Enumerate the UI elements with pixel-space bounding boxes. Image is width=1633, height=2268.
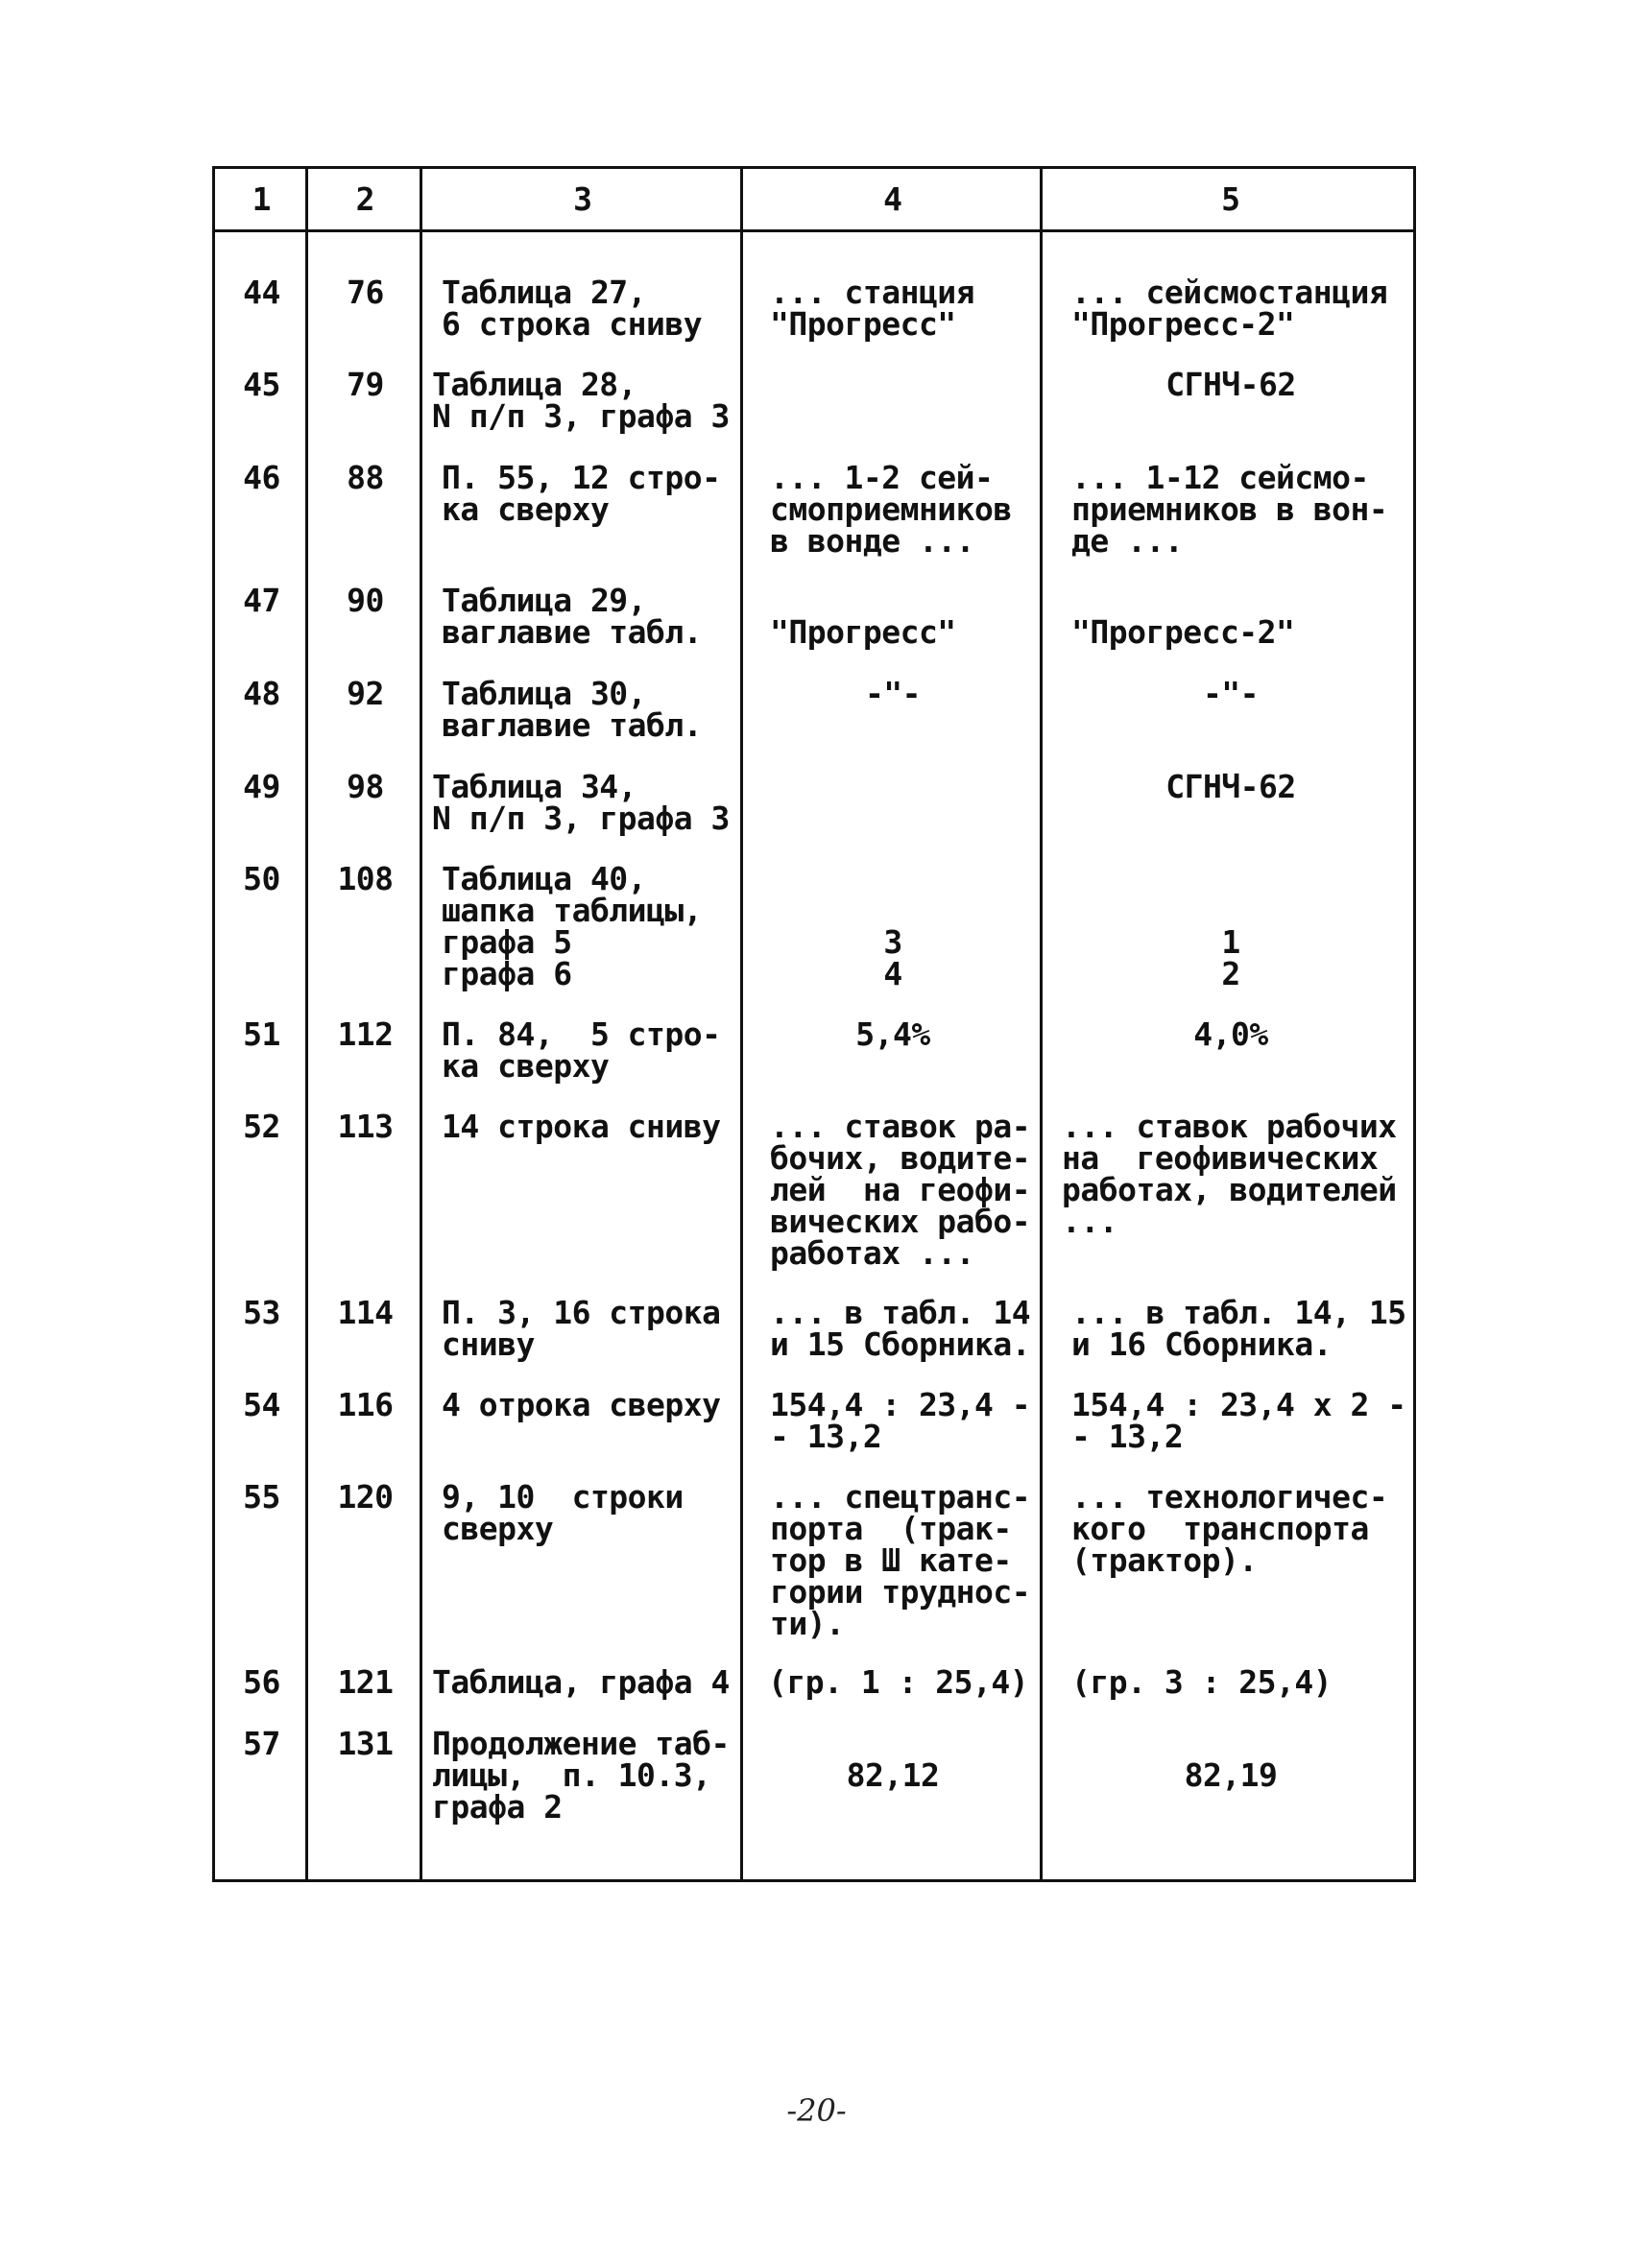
row-number: 57 xyxy=(243,1725,280,1762)
header-col-1: 1 xyxy=(252,180,272,218)
row-number: 45 xyxy=(243,366,280,403)
location-text: 9, 10 строки сверху xyxy=(442,1478,684,1547)
location-text: Продолжение таб- лицы, п. 10.3, графа 2 xyxy=(432,1725,730,1826)
location-text: Таблица 40, шапка таблицы, графа 5 графа 6 xyxy=(442,860,703,992)
corrected-text: ... технологичес- кого транспорта (трактор). xyxy=(1071,1478,1388,1579)
row-number: 53 xyxy=(243,1294,280,1331)
corrected-text: ... ставок рабочих на геофивических работах, водителей ... xyxy=(1062,1108,1397,1240)
page-number: 90 xyxy=(347,582,384,619)
corrected-text: -"- xyxy=(1202,675,1260,712)
printed-text: ... 1-2 сей- смоприемников в вонде ... xyxy=(770,459,1012,560)
row-number: 56 xyxy=(243,1663,280,1701)
row-number: 55 xyxy=(243,1478,280,1516)
location-text: П. 84, 5 стро- ка сверху xyxy=(442,1015,721,1085)
printed-text: "Прогресс" xyxy=(770,613,956,651)
row-number: 47 xyxy=(243,582,280,619)
printed-text: ... в табл. 14 и 15 Сборника. xyxy=(770,1294,1031,1363)
corrected-text: (гр. 3 : 25,4) xyxy=(1071,1663,1333,1701)
row-number: 52 xyxy=(243,1108,280,1145)
page-number: 113 xyxy=(337,1108,394,1145)
printed-text: ... спецтранс- порта (трак- тор в Ш кате- гории трудноc- ти). xyxy=(770,1478,1031,1642)
page-number: 98 xyxy=(347,768,384,805)
row-number: 44 xyxy=(243,274,280,311)
location-text: 4 отрока сверху xyxy=(442,1386,721,1423)
page-number: 120 xyxy=(337,1478,394,1516)
page-number: 131 xyxy=(337,1725,394,1762)
page-number: 116 xyxy=(337,1386,394,1423)
corrected-text: ... сейсмостанция "Прогресс-2" xyxy=(1071,274,1388,343)
corrected-text: ... в табл. 14, 15 и 16 Сборника. xyxy=(1071,1294,1406,1363)
page-number: 76 xyxy=(347,274,384,311)
header-col-3: 3 xyxy=(573,180,592,218)
row-number: 46 xyxy=(243,459,280,496)
row-number: 48 xyxy=(243,675,280,712)
corrected-text: СГНЧ-62 xyxy=(1165,366,1296,403)
header-col-4: 4 xyxy=(883,180,902,218)
corrected-text: 82,19 xyxy=(1184,1756,1278,1794)
printed-text: 82,12 xyxy=(846,1756,940,1794)
row-number: 54 xyxy=(243,1386,280,1423)
printed-text: ... станция "Прогресс" xyxy=(770,274,975,343)
header-divider xyxy=(215,229,1413,232)
page-number: 121 xyxy=(337,1663,394,1701)
printed-text: 5,4% xyxy=(855,1015,930,1053)
location-text: 14 строка сниву xyxy=(442,1108,721,1145)
printed-text: 3 4 xyxy=(883,923,902,992)
location-text: Таблица 27, 6 строка сниву xyxy=(442,274,703,343)
page-number: 88 xyxy=(347,459,384,496)
location-text: Таблица 28, N п/п 3, графа 3 xyxy=(432,366,730,435)
row-number: 50 xyxy=(243,860,280,897)
corrected-text: СГНЧ-62 xyxy=(1165,768,1296,805)
location-text: П. 55, 12 стро- ка сверху xyxy=(442,459,721,528)
corrected-text: 154,4 : 23,4 х 2 - - 13,2 xyxy=(1071,1386,1406,1455)
location-text: Таблица 34, N п/п 3, графа 3 xyxy=(432,768,730,837)
location-text: Таблица 29, ваглавие табл. xyxy=(442,582,703,651)
page-number: 92 xyxy=(347,675,384,712)
corrected-text: "Прогресс-2" xyxy=(1071,613,1295,651)
header-col-5: 5 xyxy=(1221,180,1240,218)
corrected-text: ... 1-12 сейсмо- приемников в вон- де ... xyxy=(1071,459,1388,560)
header-col-2: 2 xyxy=(355,180,375,218)
printed-text: (гр. 1 : 25,4) xyxy=(768,1663,1029,1701)
corrected-text: 4,0% xyxy=(1193,1015,1268,1053)
corrected-text: 1 2 xyxy=(1221,923,1240,992)
page-number: 79 xyxy=(347,366,384,403)
printed-text: ... ставок ра- бочих, водите- лей на геофи- вических рабо- работах ... xyxy=(770,1108,1031,1272)
page-number: 112 xyxy=(337,1015,394,1053)
printed-text: -"- xyxy=(864,675,922,712)
page-number-footer: -20- xyxy=(786,2092,847,2129)
page-number: 108 xyxy=(337,860,394,897)
location-text: П. 3, 16 строка сниву xyxy=(442,1294,721,1363)
printed-text: 154,4 : 23,4 - - 13,2 xyxy=(770,1386,1031,1455)
location-text: Таблица 30, ваглавие табл. xyxy=(442,675,703,744)
page-number: 114 xyxy=(337,1294,394,1331)
row-number: 49 xyxy=(243,768,280,805)
location-text: Таблица, графа 4 xyxy=(432,1663,730,1701)
errata-table xyxy=(212,166,1416,1882)
row-number: 51 xyxy=(243,1015,280,1053)
